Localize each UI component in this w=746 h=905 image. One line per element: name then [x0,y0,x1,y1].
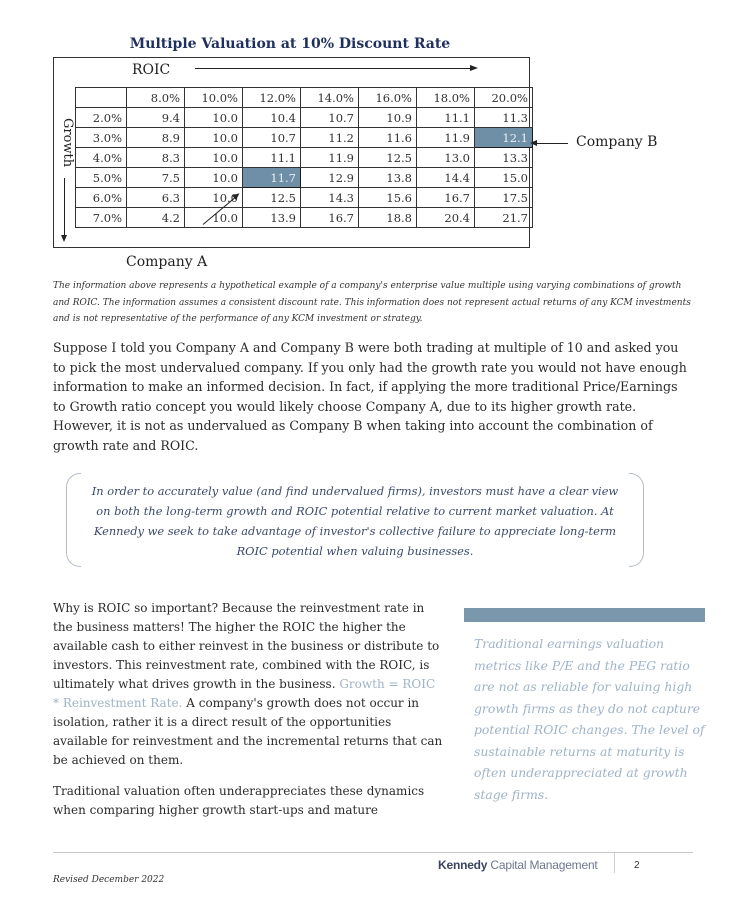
bracket-left-decoration [66,473,81,567]
row-header: 4.0% [76,148,127,168]
growth-axis-label: Growth [60,118,75,168]
table-cell: 7.5 [127,168,185,188]
row-header: 3.0% [76,128,127,148]
table-cell: 13.9 [243,208,301,228]
table-row [76,148,533,168]
table-cell: 8.3 [127,148,185,168]
footer-divider-line [53,852,693,853]
paragraph-2-text-a: Why is ROIC so important? Because the reinvestment rate in the business matters! The higher the ROIC the higher the available cash to either reinvest in the business or distribute to investors. This reinvestment rate, combined with the ROIC, is ultimately what drives growth in the business. [53,601,440,691]
body-paragraph-1: Suppose I told you Company A and Company B were both trading at multiple of 10 and asked you to pick the most undervalued company. If you only had the growth rate you would not have enough information to make an informed decision. In fact, if applying the more traditional Price/Earnings to Growth ratio concept you would likely choose Company A, due to its higher growth rate. However, it is not as undervalued as Company B when taking into account the combination of growth rate and ROIC. [53,340,687,453]
table-cell: 11.9 [417,128,475,148]
table-cell: 10.7 [301,108,359,128]
table-row [76,108,533,128]
table-cell: 16.7 [417,188,475,208]
table-cell: 4.2 [127,208,185,228]
left-column [53,599,443,832]
table-cell: 9.4 [127,108,185,128]
table-cell: 10.0 [185,108,243,128]
body-paragraph-3: Traditional valuation often underappreciates these dynamics when comparing higher growth start-ups and mature [53,784,425,817]
table-cell: 10.0 [185,188,243,208]
table-cell: 11.1 [417,108,475,128]
table-cell: 14.3 [301,188,359,208]
sidebar-callout: Traditional earnings valuation metrics like P/E and the PEG ratio are not as reliable for valuing high growth firms as they do not capture potential ROIC changes. The level of sustainable returns at maturity is often underappreciated at growth stage firms. [474,636,705,802]
table-cell: 13.3 [475,148,533,168]
table-cell: 10.4 [243,108,301,128]
table-cell: 11.3 [475,108,533,128]
table-cell: 21.7 [475,208,533,228]
arrow-left-icon [532,143,568,144]
table-cell: 15.0 [475,168,533,188]
arrow-down-icon [64,178,65,236]
table-cell: 10.7 [243,128,301,148]
table-row [76,128,533,148]
row-header: 2.0% [76,108,127,128]
column-header: 8.0% [127,88,185,108]
roic-axis-label: ROIC [132,62,171,78]
table-cell: 10.0 [185,168,243,188]
table-cell: 8.9 [127,128,185,148]
column-header: 12.0% [243,88,301,108]
table-row [76,168,533,188]
table-cell: 20.4 [417,208,475,228]
revised-date: Revised December 2022 [53,875,165,885]
corner-cell [76,88,127,108]
logo-light-text: Capital Management [490,858,598,872]
table-cell: 15.6 [359,188,417,208]
table-cell: 11.6 [359,128,417,148]
column-header: 20.0% [475,88,533,108]
table-cell: 12.9 [301,168,359,188]
table-cell: 13.8 [359,168,417,188]
valuation-table [75,87,533,228]
bracket-right-decoration [629,473,644,567]
company-a-label: Company A [126,254,208,270]
chart-title: Multiple Valuation at 10% Discount Rate [129,36,451,52]
table-cell: 16.7 [301,208,359,228]
column-header: 18.0% [417,88,475,108]
logo-bold-text: Kennedy [438,858,488,872]
company-a-cell: 11.7 [243,168,301,188]
column-header: 10.0% [185,88,243,108]
table-cell: 11.9 [301,148,359,168]
table-row [76,208,533,228]
table-cell: 12.5 [243,188,301,208]
column-header: 14.0% [301,88,359,108]
paragraph-2-text-b: A company's growth does not occur in isolation, rather it is a direct result of the opportunities available for reinvestment and the incremental returns that can be achieved on them. [53,696,443,767]
table-cell: 11.1 [243,148,301,168]
pull-quote [66,473,644,565]
table-cell: 10.0 [185,148,243,168]
page-number: 2 [634,860,640,871]
arrow-right-icon [195,68,470,69]
column-header: 16.0% [359,88,417,108]
growth-formula: Growth = ROIC * Reinvestment Rate. [53,677,436,710]
table-cell: 10.9 [359,108,417,128]
row-header: 7.0% [76,208,127,228]
company-b-label: Company B [576,134,658,150]
footer-vertical-divider [614,853,615,873]
table-cell: 10.0 [185,128,243,148]
pull-quote-text: In order to accurately value (and find undervalued firms), investors must have a clear view on both the long-term growth and ROIC potential relative to current market valuation. At Kennedy we seek to take advantage of investor's collective failure to appreciate long-term ROIC potential when valuing businesses. [91,484,619,558]
sidebar-accent-bar [464,608,705,622]
row-header: 6.0% [76,188,127,208]
table-cell: 17.5 [475,188,533,208]
table-cell: 14.4 [417,168,475,188]
table-header-row [76,88,533,108]
table-cell: 18.8 [359,208,417,228]
table-cell: 12.5 [359,148,417,168]
chart-disclaimer: The information above represents a hypothetical example of a company's enterprise value multiple using varying combinations of growth and ROIC. The information assumes a consistent discount rate. This information does not represent actual returns of any KCM investments and is not representative of the performance of any KCM investment or strategy. [53,281,691,324]
company-logo [438,858,598,872]
table-cell: 6.3 [127,188,185,208]
company-b-cell: 12.1 [475,128,533,148]
body-paragraph-2 [53,599,443,770]
table-cell: 11.2 [301,128,359,148]
table-cell: 13.0 [417,148,475,168]
table-row [76,188,533,208]
table-cell: 10.0 [185,208,243,228]
row-header: 5.0% [76,168,127,188]
